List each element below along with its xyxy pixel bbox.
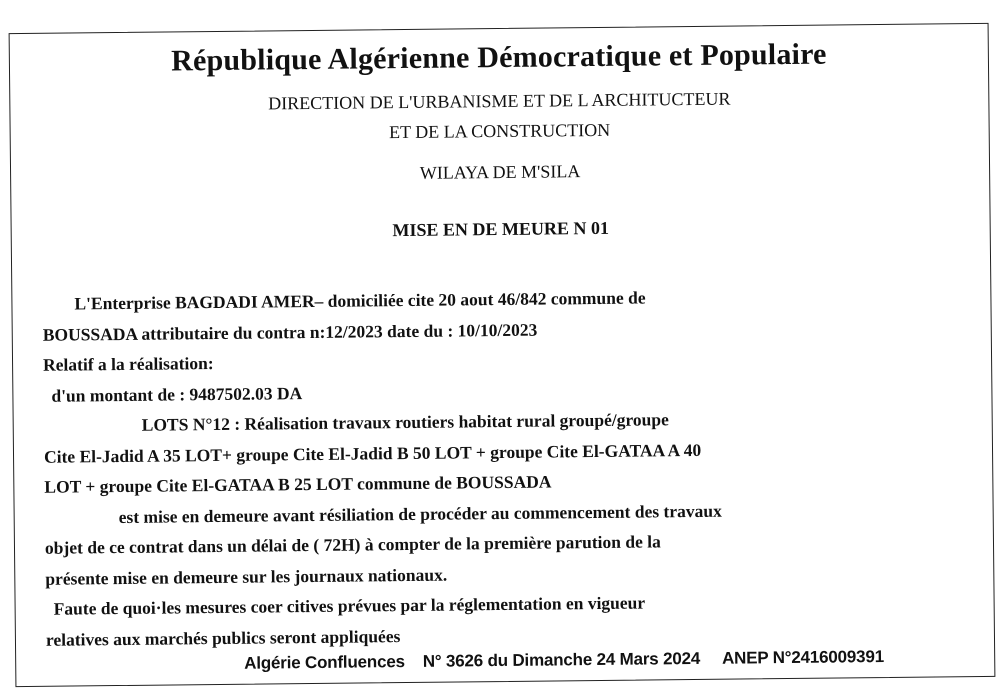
notice-body <box>42 279 966 655</box>
direction-heading: DIRECTION DE L'URBANISME ET DE L ARCHITUCTEUR <box>268 88 731 114</box>
body-line: d'un montant de : 9487502.03 DA <box>51 382 303 406</box>
construction-heading: ET DE LA CONSTRUCTION <box>388 119 611 143</box>
wilaya-heading: WILAYA DE M'SILA <box>419 161 581 183</box>
republic-heading: République Algérienne Démocratique et Populaire <box>170 37 827 78</box>
body-line: BOUSSADA attributaire du contra n:12/2023 date du : 10/10/2023 <box>42 319 538 345</box>
body-line: Faute de quoi·les mesures coer citives prévues par la réglementation en vigueur <box>53 592 646 619</box>
body-line: L'Enterprise BAGDADI AMER– domiciliée cite 20 aout 46/842 commune de <box>74 287 646 314</box>
newspaper-name: Algérie Confluences <box>244 652 405 673</box>
body-line: Cite El-Jadid A 35 LOT+ groupe Cite El-Jadid B 50 LOT + groupe Cite El-GATAA A 40 <box>43 439 702 467</box>
notice-frame <box>9 23 996 687</box>
body-line: est mise en demeure avant résiliation de procéder au commencement des travaux <box>118 500 722 527</box>
body-line: LOTS N°12 : Réalisation travaux routiers habitat rural groupé/groupe <box>141 409 669 435</box>
body-line: Relatif a la réalisation: <box>42 353 214 375</box>
body-line: présente mise en demeure sur les journaux nationaux. <box>45 564 448 589</box>
footer-text <box>234 647 894 674</box>
anep-number: ANEP N°2416009391 <box>721 647 884 668</box>
body-line: relatives aux marchés publics seront appliquées <box>45 625 401 650</box>
body-line: objet de ce contrat dans un délai de ( 72H) à compter de la première parution de la <box>44 531 661 558</box>
body-line: LOT + groupe Cite El-GATAA B 25 LOT commune de BOUSSADA <box>44 471 552 497</box>
issue-info: N° 3626 du Dimanche 24 Mars 2024 <box>422 648 701 671</box>
notice-title: MISE EN DE MEURE N 01 <box>392 217 610 241</box>
